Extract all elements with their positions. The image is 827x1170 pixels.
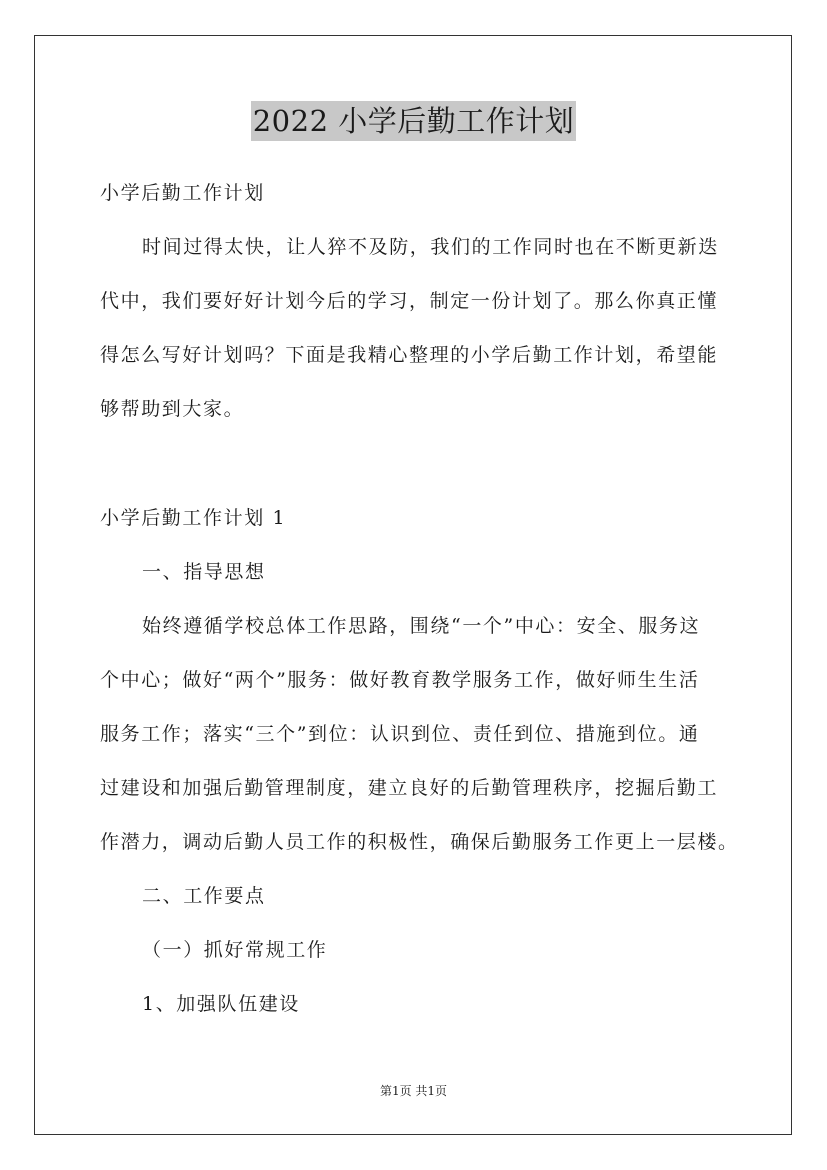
paragraph-line: 时间过得太快，让人猝不及防，我们的工作同时也在不断更新迭 [142,236,719,258]
subheading: （一）抓好常规工作 [142,939,328,961]
paragraph-line: 代中，我们要好好计划今后的学习，制定一份计划了。那么你真正懂 [100,290,719,312]
document-title: 2022 小学后勤工作计划 [251,101,577,141]
paragraph-line: 个中心；做好“两个”服务：做好教育教学服务工作，做好师生生活 [100,669,700,691]
subheading: 1、加强队伍建设 [142,993,300,1015]
page-footer: 第1页 共1页 [379,1084,448,1098]
paragraph-line: 始终遵循学校总体工作思路，围绕“一个”中心：安全、服务这 [142,615,701,637]
subheading: 一、指导思想 [142,561,266,583]
paragraph-line: 得怎么写好计划吗？下面是我精心整理的小学后勤工作计划，希望能 [100,344,719,366]
paragraph-line: 服务工作；落实“三个”到位：认识到位、责任到位、措施到位。通 [100,723,700,745]
section-heading: 小学后勤工作计划 [100,182,265,204]
paragraph-line: 作潜力，调动后勤人员工作的积极性，确保后勤服务工作更上一层楼。 [100,831,739,853]
paragraph-line: 过建设和加强后勤管理制度，建立良好的后勤管理秩序，挖掘后勤工 [100,777,719,799]
title-container [0,101,827,141]
paragraph-line: 够帮助到大家。 [100,398,245,420]
section-heading: 小学后勤工作计划 1 [100,507,287,529]
subheading: 二、工作要点 [142,885,266,907]
